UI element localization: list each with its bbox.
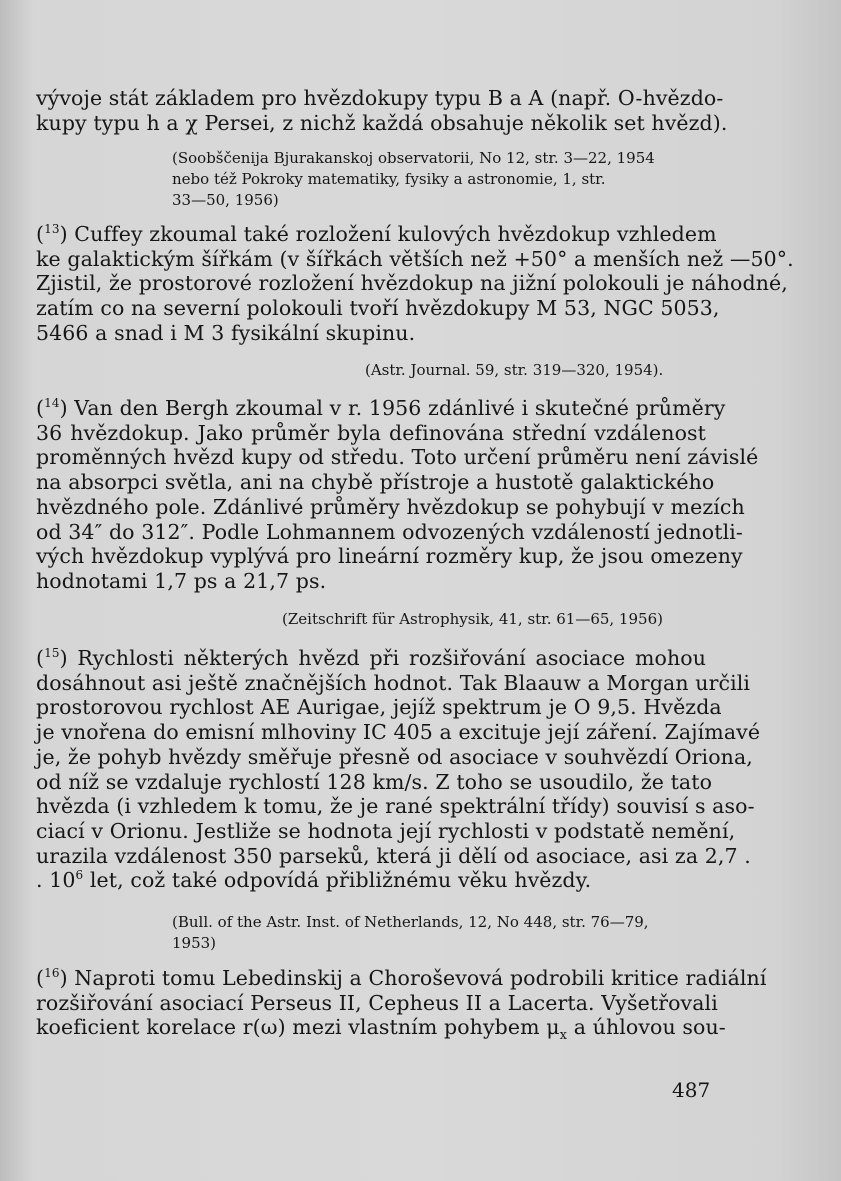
footnote-number: 16 [44, 966, 60, 981]
text-line: rozšiřování asociací Perseus II, Cepheus II a Lacerta. Vyšetřovali [36, 990, 718, 1015]
footnote-number: 13 [44, 222, 60, 237]
text-line: urazila vzdálenost 350 parseků, která ji dělí od asociace, asi za 2,7 . [36, 843, 751, 868]
text-line: Zjistil, že prostorové rozložení hvězdokup na jižní polokouli je náhodné, [36, 271, 788, 296]
text-line: 5466 a snad i M 3 fysikální skupinu. [36, 320, 416, 345]
reference-line: (Soobščenija Bjurakanskoj observatorii, No 12, str. 3—22, 1954 [172, 149, 655, 167]
text-line: ($^{13}$) Cuffey zkoumal také rozložení kulových hvězdokup vzhledem [36, 222, 717, 246]
text-line: hodnotami 1,7 ps a 21,7 ps. [36, 568, 327, 593]
page-number: 487 [672, 1078, 711, 1102]
text-line: ciací v Orionu. Jestliže se hodnota její rychlosti v podstatě nemění, [36, 818, 736, 843]
text-line: . $10^6$ let, což také odpovídá přibližnému věku hvězdy. [36, 868, 592, 893]
footnote-number: 15 [44, 646, 60, 661]
text-line: koeficient korelace r(ω) mezi vlastním pohybem $\mu_x$ a úhlovou sou- [36, 1015, 726, 1044]
reference-4 [172, 912, 702, 954]
reference-line: 33—50, 1956) [172, 191, 279, 209]
text-line: kupy typu h a χ Persei, z nichž každá obsahuje několik set hvězd). [36, 110, 728, 135]
reference-1 [172, 148, 702, 211]
text-line: je vnořena do emisní mlhoviny IC 405 a excituje její záření. Zajímavé [36, 720, 761, 745]
reference-3 [282, 609, 702, 630]
text-line: vývoje stát základem pro hvězdokupy typu B a A (např. O-hvězdo- [36, 86, 724, 110]
paragraph-1 [36, 86, 728, 135]
text-line: ke galaktickým šířkám (v šířkách větších než +50° a menších než —50°. [36, 246, 794, 271]
note-14-paragraph [36, 396, 759, 594]
text-line: 36 hvězdokup. Jako průměr byla definována střední vzdálenost [36, 420, 706, 445]
reference-line: (Zeitschrift für Astrophysik, 41, str. 61—65, 1956) [282, 610, 663, 628]
text-line: je, že pohyb hvězdy směřuje přesně od asociace v souhvězdí Oriona, [36, 744, 753, 769]
reference-line: (Astr. Journal. 59, str. 319—320, 1954). [365, 361, 664, 379]
text-line: dosáhnout asi ještě značnějších hodnot. Tak Blaauw a Morgan určili [36, 670, 751, 695]
text-line: od níž se vzdaluje rychlostí 128 km/s. Z toho se usoudilo, že tato [36, 769, 713, 794]
note-13-paragraph [36, 222, 794, 346]
exponent: 6 [75, 868, 84, 883]
text-line: hvězdného pole. Zdánlivé průměry hvězdokup se pohybují v mezích [36, 494, 745, 519]
text-line: zatím co na severní polokouli tvoří hvězdokupy M 53, NGC 5053, [36, 296, 720, 321]
reference-line: (Bull. of the Astr. Inst. of Netherlands, 12, No 448, str. 76—79, [172, 913, 649, 931]
text-line: vých hvězdokup vyplývá pro lineární rozměry kup, že jsou omezeny [36, 544, 743, 569]
text-line: od 34″ do 312″. Podle Lohmannem odvozených vzdáleností jednotli- [36, 519, 743, 544]
footnote-number: 14 [44, 396, 60, 411]
text-line: ($^{15}$) Rychlosti některých hvězd při rozšiřování asociace mohou [36, 646, 706, 670]
text-line: ($^{16}$) Naproti tomu Lebedinskij a Choroševová podrobili kritice radiální [36, 966, 767, 990]
text-line: ($^{14}$) Van den Bergh zkoumal v r. 1956 zdánlivé i skutečné průměry [36, 396, 726, 420]
reference-2 [365, 360, 705, 381]
reference-line: 1953) [172, 934, 217, 952]
note-15-paragraph [36, 646, 761, 893]
subscript: x [559, 1028, 568, 1044]
text-line: na absorpci světla, ani na chybě přístroje a hustotě galaktického [36, 470, 715, 495]
text-line: proměnných hvězd kupy od středu. Toto určení průměru není závislé [36, 445, 759, 470]
text-line: prostorovou rychlost AE Aurigae, jejíž spektrum je O 9,5. Hvězda [36, 695, 722, 720]
reference-line: nebo též Pokroky matematiky, fysiky a astronomie, 1, str. [172, 170, 606, 188]
text-line: hvězda (i vzhledem k tomu, že je rané spektrální třídy) souvisí s aso- [36, 794, 755, 819]
note-16-paragraph [36, 966, 767, 1049]
